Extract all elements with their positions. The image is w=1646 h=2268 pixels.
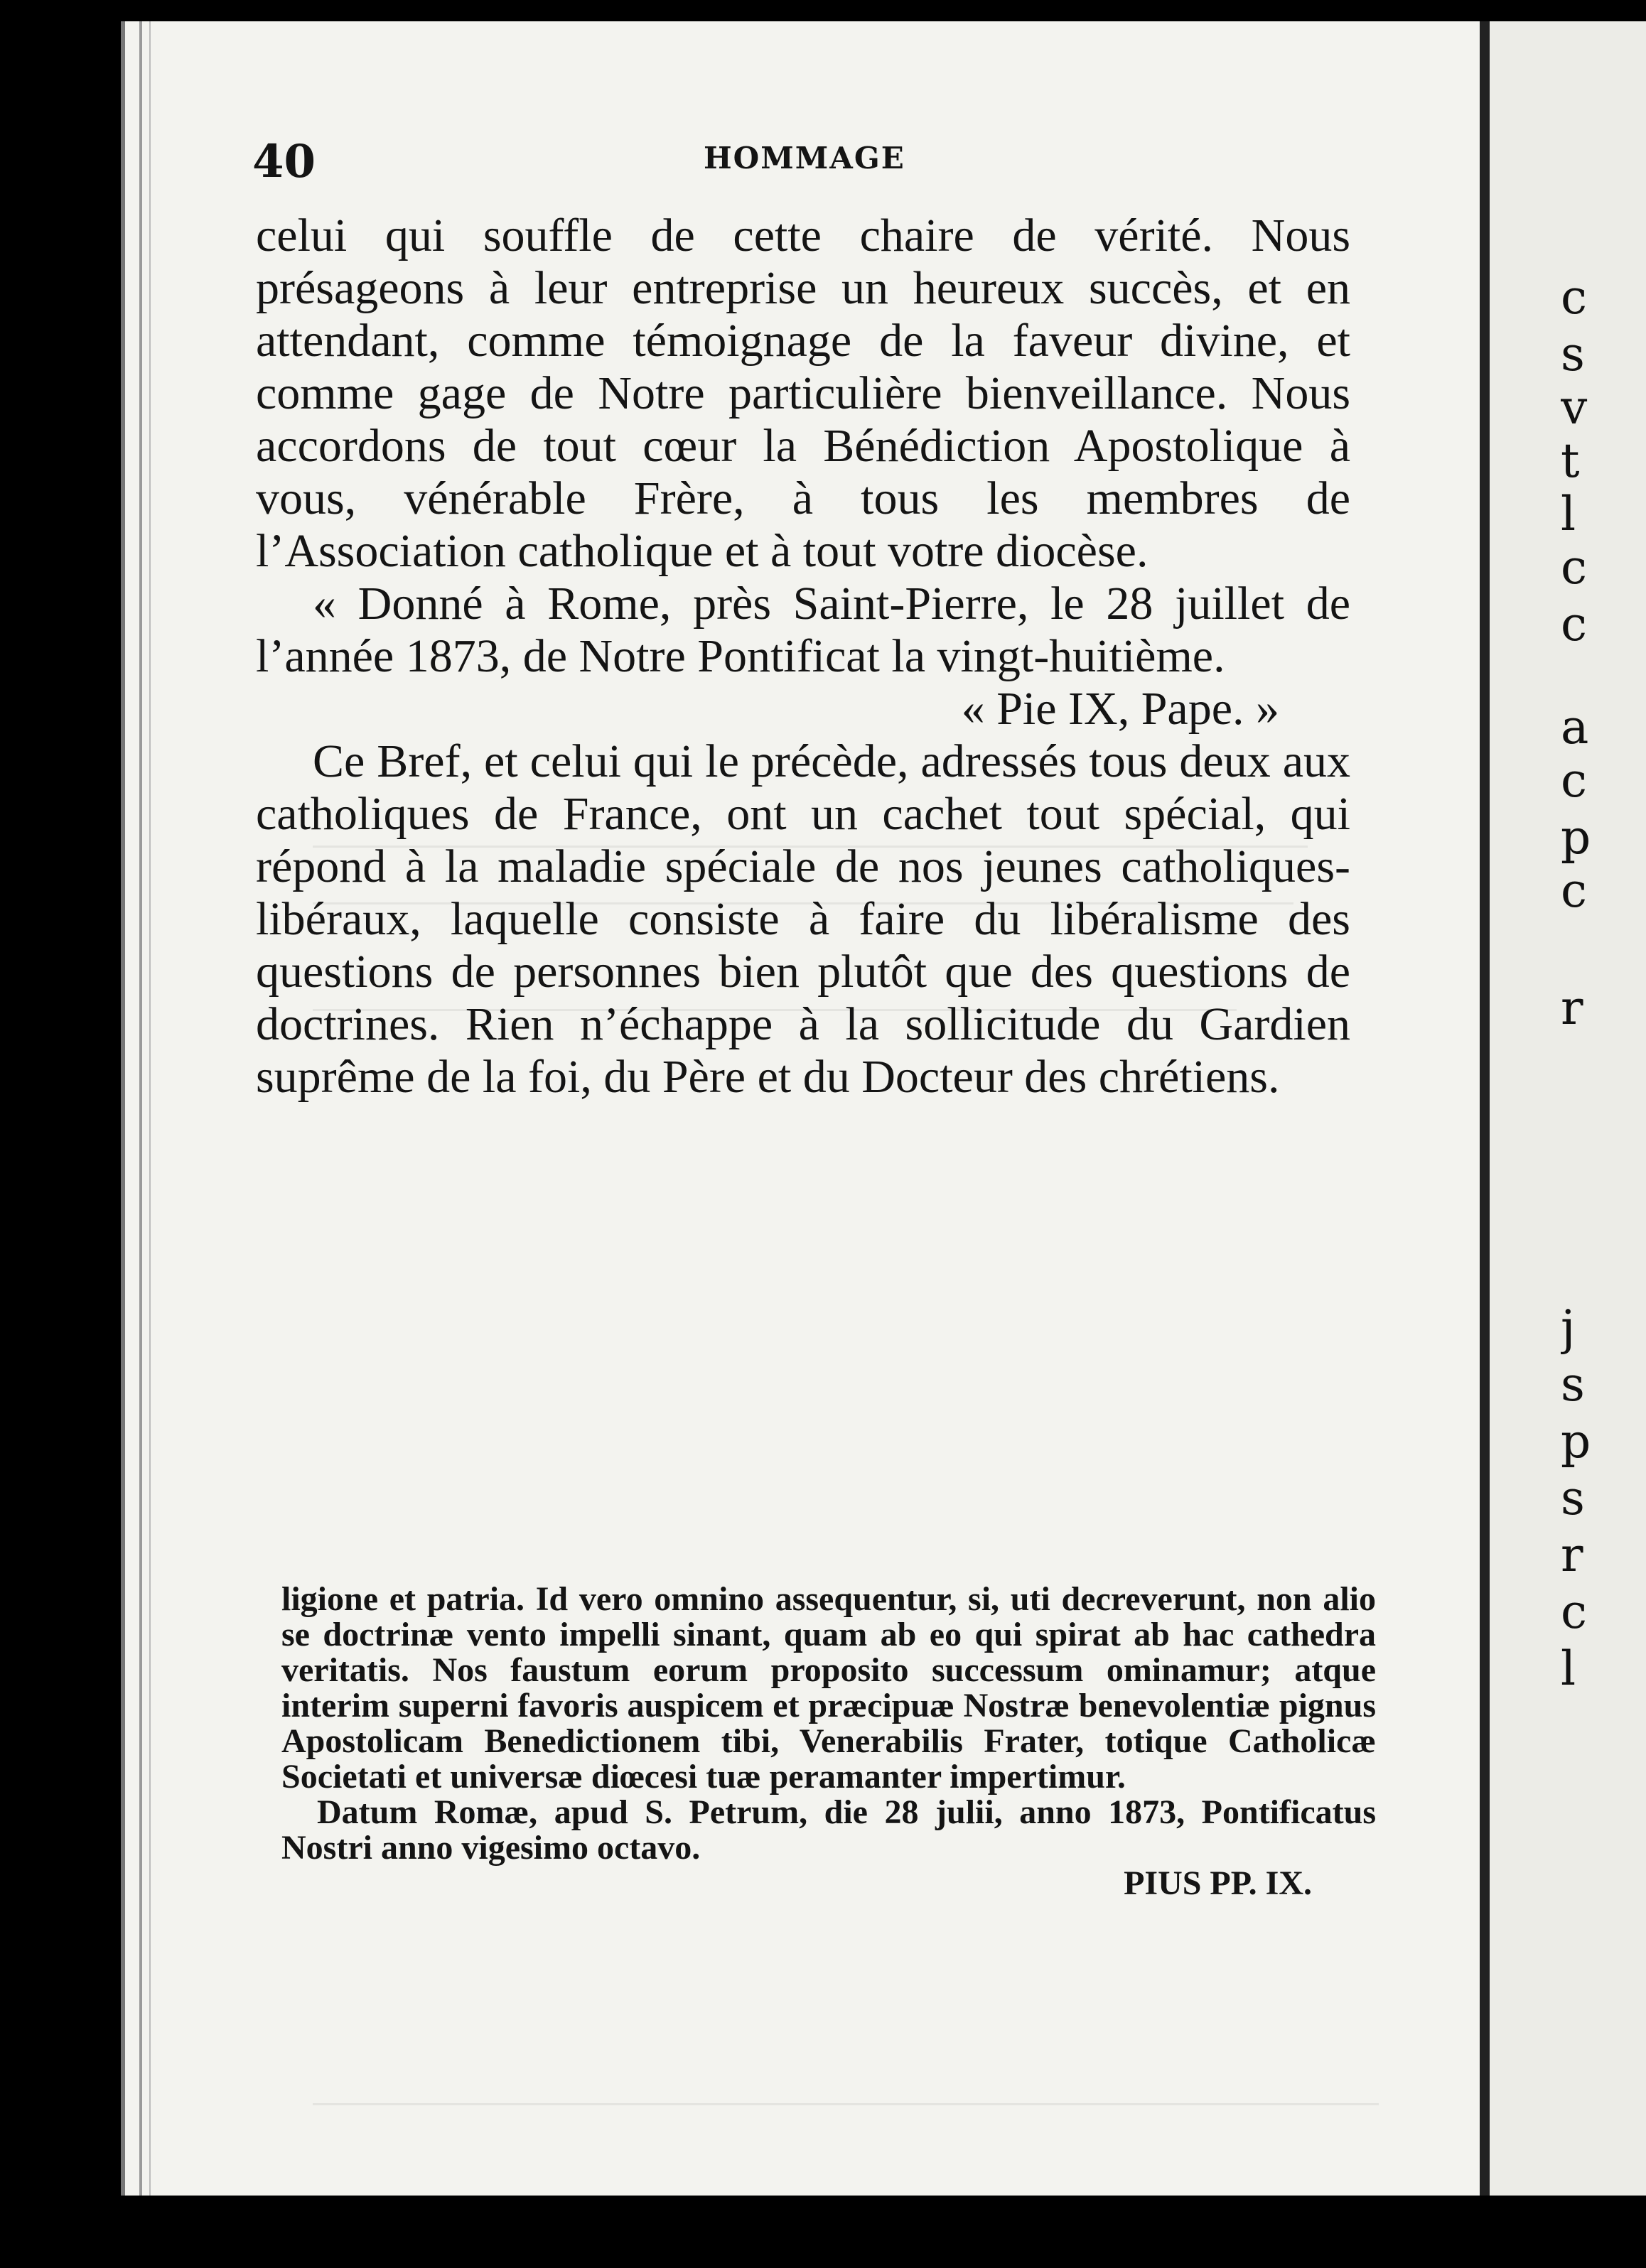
- latin-paragraph-2: Datum Romæ, apud S. Petrum, die 28 julii, anno 1873, Pontificatus Nostri anno vigesimo octavo.: [281, 1793, 1376, 1867]
- running-head: HOMMAGE: [704, 141, 905, 176]
- facing-page-fragment: s: [1561, 1471, 1585, 1526]
- facing-page-fragment: c: [1561, 753, 1587, 808]
- page-number: 40: [252, 135, 316, 188]
- facing-page-fragment: l: [1561, 1641, 1576, 1696]
- french-signature: « Pie IX, Pape. »: [961, 683, 1279, 735]
- facing-page-fragment: p: [1561, 810, 1591, 865]
- latin-footnote: [281, 1582, 1376, 1901]
- facing-page-fragment: r: [1561, 981, 1583, 1035]
- paragraph-1: celui qui souffle de cette chaire de vérité. Nous présageons à leur entreprise un heureux succès, et en attendant, comme témoignage de la faveur divine, et comme gage de Notre particulière bienveillance. Nous accordons de tout cœur la Bénédiction Apostolique à vous, vénérable Frère, à tous les membres de l’Association catholique et à tout votre diocèse.: [256, 210, 1350, 577]
- facing-page-fragment: c: [1561, 270, 1587, 325]
- facing-page-fragment: r: [1561, 1528, 1583, 1582]
- facing-page-fragment: j: [1561, 1300, 1576, 1355]
- facing-page-fragment: p: [1561, 1414, 1591, 1469]
- facing-page-fragment: c: [1561, 1584, 1587, 1639]
- facing-page-fragment: c: [1561, 540, 1587, 595]
- latin-signature: PIUS PP. IX.: [1124, 1864, 1312, 1902]
- paragraph-2: « Donné à Rome, près Saint-Pierre, le 28 juillet de l’année 1873, de Notre Pontificat la vingt-huitième.: [256, 578, 1350, 682]
- facing-page-fragment: s: [1561, 327, 1585, 382]
- main-text: [256, 210, 1350, 1103]
- facing-page-fragment: s: [1561, 1357, 1585, 1412]
- facing-page-fragment: v: [1561, 380, 1588, 435]
- facing-page-fragment: t: [1561, 433, 1580, 488]
- paragraph-3: Ce Bref, et celui qui le précède, adressés tous deux aux catholiques de France, ont un cachet tout spécial, qui répond à la maladie spéciale de nos jeunes catholiques-libéraux, laquelle consiste à faire du libéralisme des questions de personnes bien plutôt que des questions de doctrines. Rien n’échappe à la sollicitude du Gardien suprême de la foi, du Père et du Docteur des chrétiens.: [256, 735, 1350, 1103]
- facing-page-fragment: l: [1561, 487, 1576, 541]
- latin-paragraph-1: ligione et patria. Id vero omnino assequentur, si, uti decreverunt, non alio se doctrinæ vento impelli sinant, quam ab eo qui spirat ab hac cathedra veritatis. Nos faustum eorum proposito successum ominamur; atque interim superni favoris auspicem et præcipuæ Nostræ benevolentiæ pignus Apostolicam Benedictionem tibi, Venerabilis Frater, totique Catholicæ Societati et universæ diœcesi tuæ peramanter impertimur.: [281, 1580, 1376, 1796]
- bleed-through-line: [313, 2103, 1379, 2105]
- facing-page-fragment: a: [1561, 700, 1589, 755]
- page-gutter: [1480, 21, 1490, 2196]
- facing-page-fragment: c: [1561, 597, 1587, 652]
- facing-page-fragment: c: [1561, 863, 1587, 918]
